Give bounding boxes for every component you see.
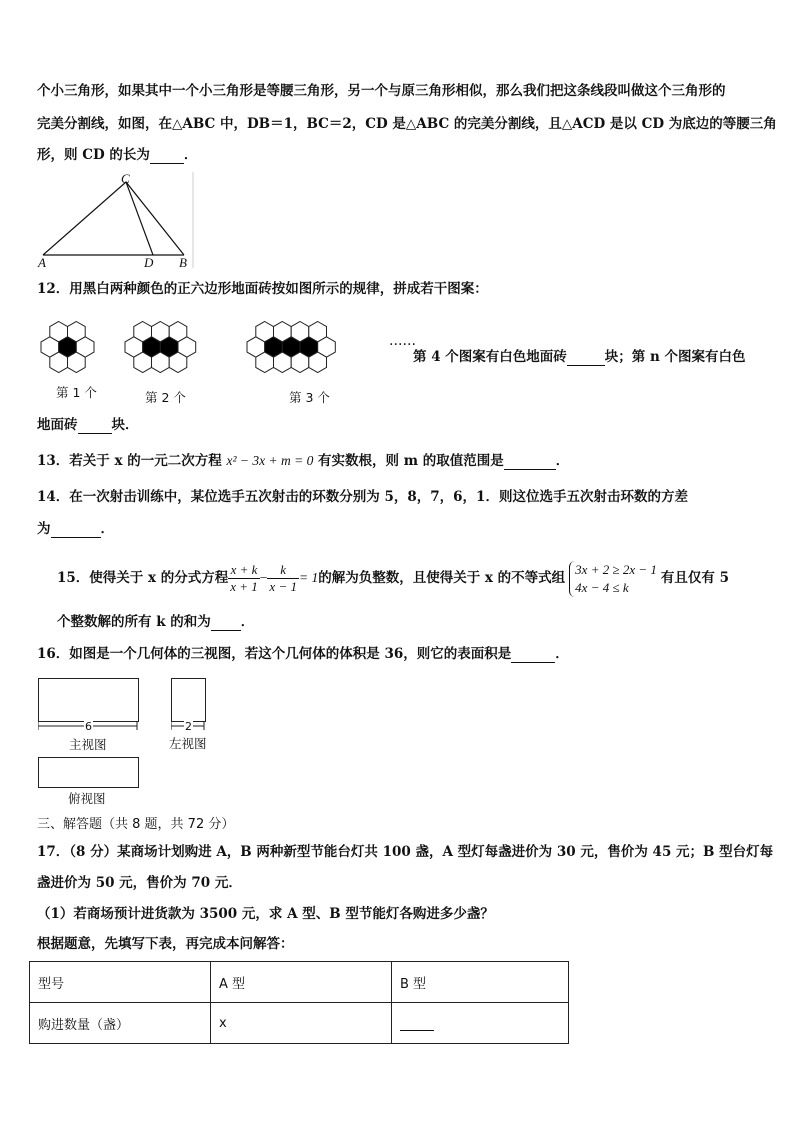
q12-text: 12．用黑白两种颜色的正六边形地面砖按如图所示的规律，拼成若干图案： [37, 281, 488, 297]
q17-sub1: （1）若商场预计进货款为 3500 元，求 A 型、B 型节能灯各购进多少盏？ [37, 906, 494, 922]
point-a-label: A [38, 255, 46, 270]
answer-blank [504, 455, 556, 470]
left-dimension: 2 [185, 720, 192, 733]
q15-line2: 个整数解的所有 k 的和为 ． [57, 614, 255, 630]
answer-blank [211, 616, 241, 631]
left-view-caption: 左视图 [169, 736, 207, 751]
front-view-rect [38, 678, 139, 722]
triangle-figure [35, 170, 197, 270]
answer-blank [511, 648, 555, 663]
q17-sub2: 根据题意，先填写下表，再完成本问解答： [37, 936, 294, 952]
front-view-caption: 主视图 [69, 737, 107, 752]
data-table [29, 961, 569, 1044]
front-dimension: 6 [85, 720, 92, 733]
point-c-label: C [121, 171, 130, 186]
white-tile [50, 352, 68, 372]
q11-line3: 形，则 CD 的长为 ． [37, 147, 198, 163]
section-heading: 三、解答题（共 8 题，共 72 分） [37, 817, 235, 832]
equation: x² − 3x + m = 0 [226, 453, 314, 468]
q17-line1: 17．（8 分）某商场计划购进 A，B 两种新型节能台灯共 100 盏，A 型灯每盏进价为 30 元，售价为 45 元；B 型台灯每 [37, 844, 774, 860]
q15-line1: 15．使得关于 x 的分式方程 $\frac{x + k}{x + 1}$ − $\frac{k}{x - 1}$ = 1的解为负整数，且使得关于 x 的不等式组 3x + 2 ≥ 2x − 1 4x − 4 ≤ k 有且仅有 5 [57, 561, 729, 595]
table-cell: 购进数量（盏） [30, 1003, 211, 1044]
q16-text: 16．如图是一个几何体的三视图，若这个几何体的体积是 36，则它的表面积是 ． [37, 646, 569, 662]
table-header: B 型 [392, 962, 569, 1003]
answer-blank [150, 149, 184, 164]
pattern-3-caption: 第 3 个 [289, 390, 330, 405]
table-row [30, 1003, 569, 1044]
q14-line1: 14．在一次射击训练中，某位选手五次射击的环数分别为 5，8，7，6，1．则这位选手五次射击环数的方差 [37, 489, 688, 505]
ellipsis: …… [389, 333, 416, 349]
white-tile [169, 352, 187, 372]
white-tile [152, 352, 170, 372]
q17-line2: 盏进价为 50 元，售价为 70 元． [37, 875, 242, 891]
white-tile [68, 352, 86, 372]
answer-blank [400, 1016, 434, 1031]
q11-line2: 完美分割线，如图，在△ABC 中，DB＝1，BC＝2，CD 是△ABC 的完美分割线，且△ACD 是以 CD 为底边的等腰三角 [37, 116, 777, 132]
fraction-1: $\frac{x + k}{x + 1}$ [230, 562, 258, 594]
pattern-2-caption: 第 2 个 [145, 390, 186, 405]
table-row [30, 962, 569, 1003]
q12-line2: 地面砖 块． [37, 417, 139, 433]
answer-blank [78, 419, 112, 434]
white-tile [309, 352, 327, 372]
white-tile [291, 352, 309, 372]
pattern-1-caption: 第 1 个 [56, 385, 97, 400]
hexagon-patterns [35, 310, 415, 385]
table-cell-answer[interactable] [392, 1003, 569, 1044]
q13-line: 13．若关于 x 的一元二次方程 x² − 3x + m = 0 有实数根，则 m 的取值范围是 ． [37, 453, 570, 469]
top-view-caption: 俯视图 [68, 791, 106, 806]
point-b-label: B [179, 255, 187, 270]
table-header: A 型 [211, 962, 392, 1003]
table-header: 型号 [30, 962, 211, 1003]
answer-blank [567, 351, 605, 366]
point-d-label: D [144, 255, 154, 270]
q11-line1: 个小三角形，如果其中一个小三角形是等腰三角形，另一个与原三角形相似，那么我们把这条线段叫做这个三角形的 [37, 83, 726, 99]
inequality-system: 3x + 2 ≥ 2x − 1 4x − 4 ≤ k [569, 561, 657, 597]
left-view-rect [171, 678, 206, 722]
top-view-rect [38, 757, 139, 788]
q14-line2: 为 ． [37, 521, 114, 537]
table-cell: x [211, 1003, 392, 1044]
white-tile [256, 352, 274, 372]
white-tile [134, 352, 152, 372]
white-tile [274, 352, 292, 372]
answer-blank [51, 523, 101, 538]
fraction-2: $\frac{k}{x - 1}$ [269, 562, 297, 594]
q12-right: 第 4 个图案有白色地面砖 块；第 n 个图案有白色 [413, 349, 746, 365]
